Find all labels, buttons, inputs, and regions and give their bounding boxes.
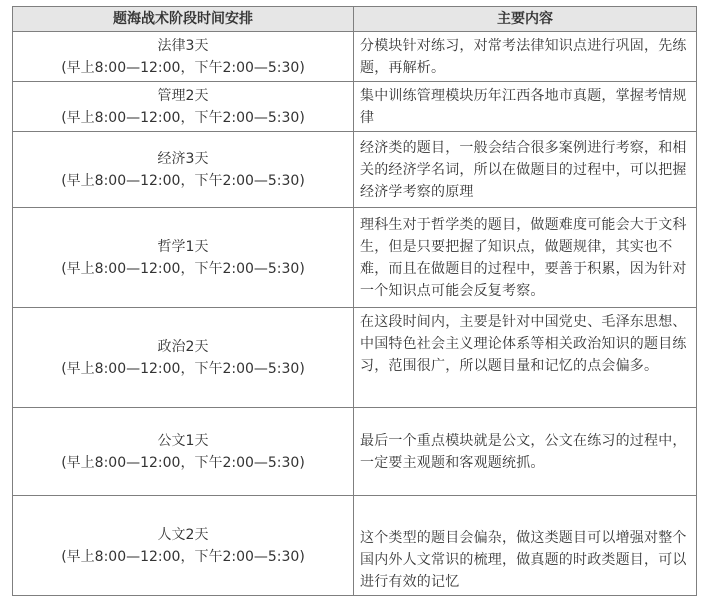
header-phase: 题海战术阶段时间安排 bbox=[13, 7, 354, 32]
phase-cell bbox=[13, 496, 354, 596]
table-row bbox=[13, 82, 697, 132]
phase-time: (早上8:00—12:00，下午2:00—5:30) bbox=[61, 109, 305, 126]
phase-time: (早上8:00—12:00，下午2:00—5:30) bbox=[61, 548, 305, 565]
content-cell: 在这段时间内，主要是针对中国党史、毛泽东思想、中国特色社会主义理论体系等相关政治知识的题目练习，范围很广，所以题目量和记忆的点会偏多。 bbox=[354, 308, 697, 408]
phase-name: 哲学1天 bbox=[157, 238, 209, 255]
content-cell: 分模块针对练习，对常考法律知识点进行巩固，先练题，再解析。 bbox=[354, 32, 697, 82]
phase-name: 人文2天 bbox=[157, 526, 209, 543]
phase-cell bbox=[13, 82, 354, 132]
content-cell: 最后一个重点模块就是公文，公文在练习的过程中，一定要主观题和客观题统抓。 bbox=[354, 408, 697, 496]
phase-cell bbox=[13, 408, 354, 496]
table-header-row bbox=[13, 7, 697, 32]
schedule-table bbox=[12, 6, 697, 596]
table-row bbox=[13, 32, 697, 82]
content-cell: 集中训练管理模块历年江西各地市真题，掌握考情规律 bbox=[354, 82, 697, 132]
table-row bbox=[13, 132, 697, 208]
phase-time: (早上8:00—12:00，下午2:00—5:30) bbox=[61, 172, 305, 189]
phase-name: 法律3天 bbox=[157, 37, 209, 54]
phase-cell bbox=[13, 208, 354, 308]
phase-name: 公文1天 bbox=[157, 432, 209, 449]
content-cell: 经济类的题目，一般会结合很多案例进行考察，和相关的经济学名词，所以在做题目的过程中，可以把握经济学考察的原理 bbox=[354, 132, 697, 208]
phase-cell bbox=[13, 32, 354, 82]
table-row bbox=[13, 408, 697, 496]
table-row bbox=[13, 496, 697, 596]
phase-cell bbox=[13, 132, 354, 208]
header-content: 主要内容 bbox=[354, 7, 697, 32]
phase-time: (早上8:00—12:00，下午2:00—5:30) bbox=[61, 360, 305, 377]
phase-cell bbox=[13, 308, 354, 408]
phase-time: (早上8:00—12:00，下午2:00—5:30) bbox=[61, 59, 305, 76]
phase-name: 管理2天 bbox=[157, 87, 209, 104]
phase-name: 政治2天 bbox=[157, 338, 209, 355]
table-row bbox=[13, 308, 697, 408]
content-cell: 理科生对于哲学类的题目，做题难度可能会大于文科生，但是只要把握了知识点，做题规律，其实也不难，而且在做题目的过程中，要善于积累，因为针对一个知识点可能会反复考察。 bbox=[354, 208, 697, 308]
phase-time: (早上8:00—12:00，下午2:00—5:30) bbox=[61, 454, 305, 471]
table-row bbox=[13, 208, 697, 308]
content-cell: 这个类型的题目会偏杂，做这类题目可以增强对整个国内外人文常识的梳理，做真题的时政类题目，可以进行有效的记忆 bbox=[354, 496, 697, 596]
phase-name: 经济3天 bbox=[157, 150, 209, 167]
phase-time: (早上8:00—12:00，下午2:00—5:30) bbox=[61, 260, 305, 277]
